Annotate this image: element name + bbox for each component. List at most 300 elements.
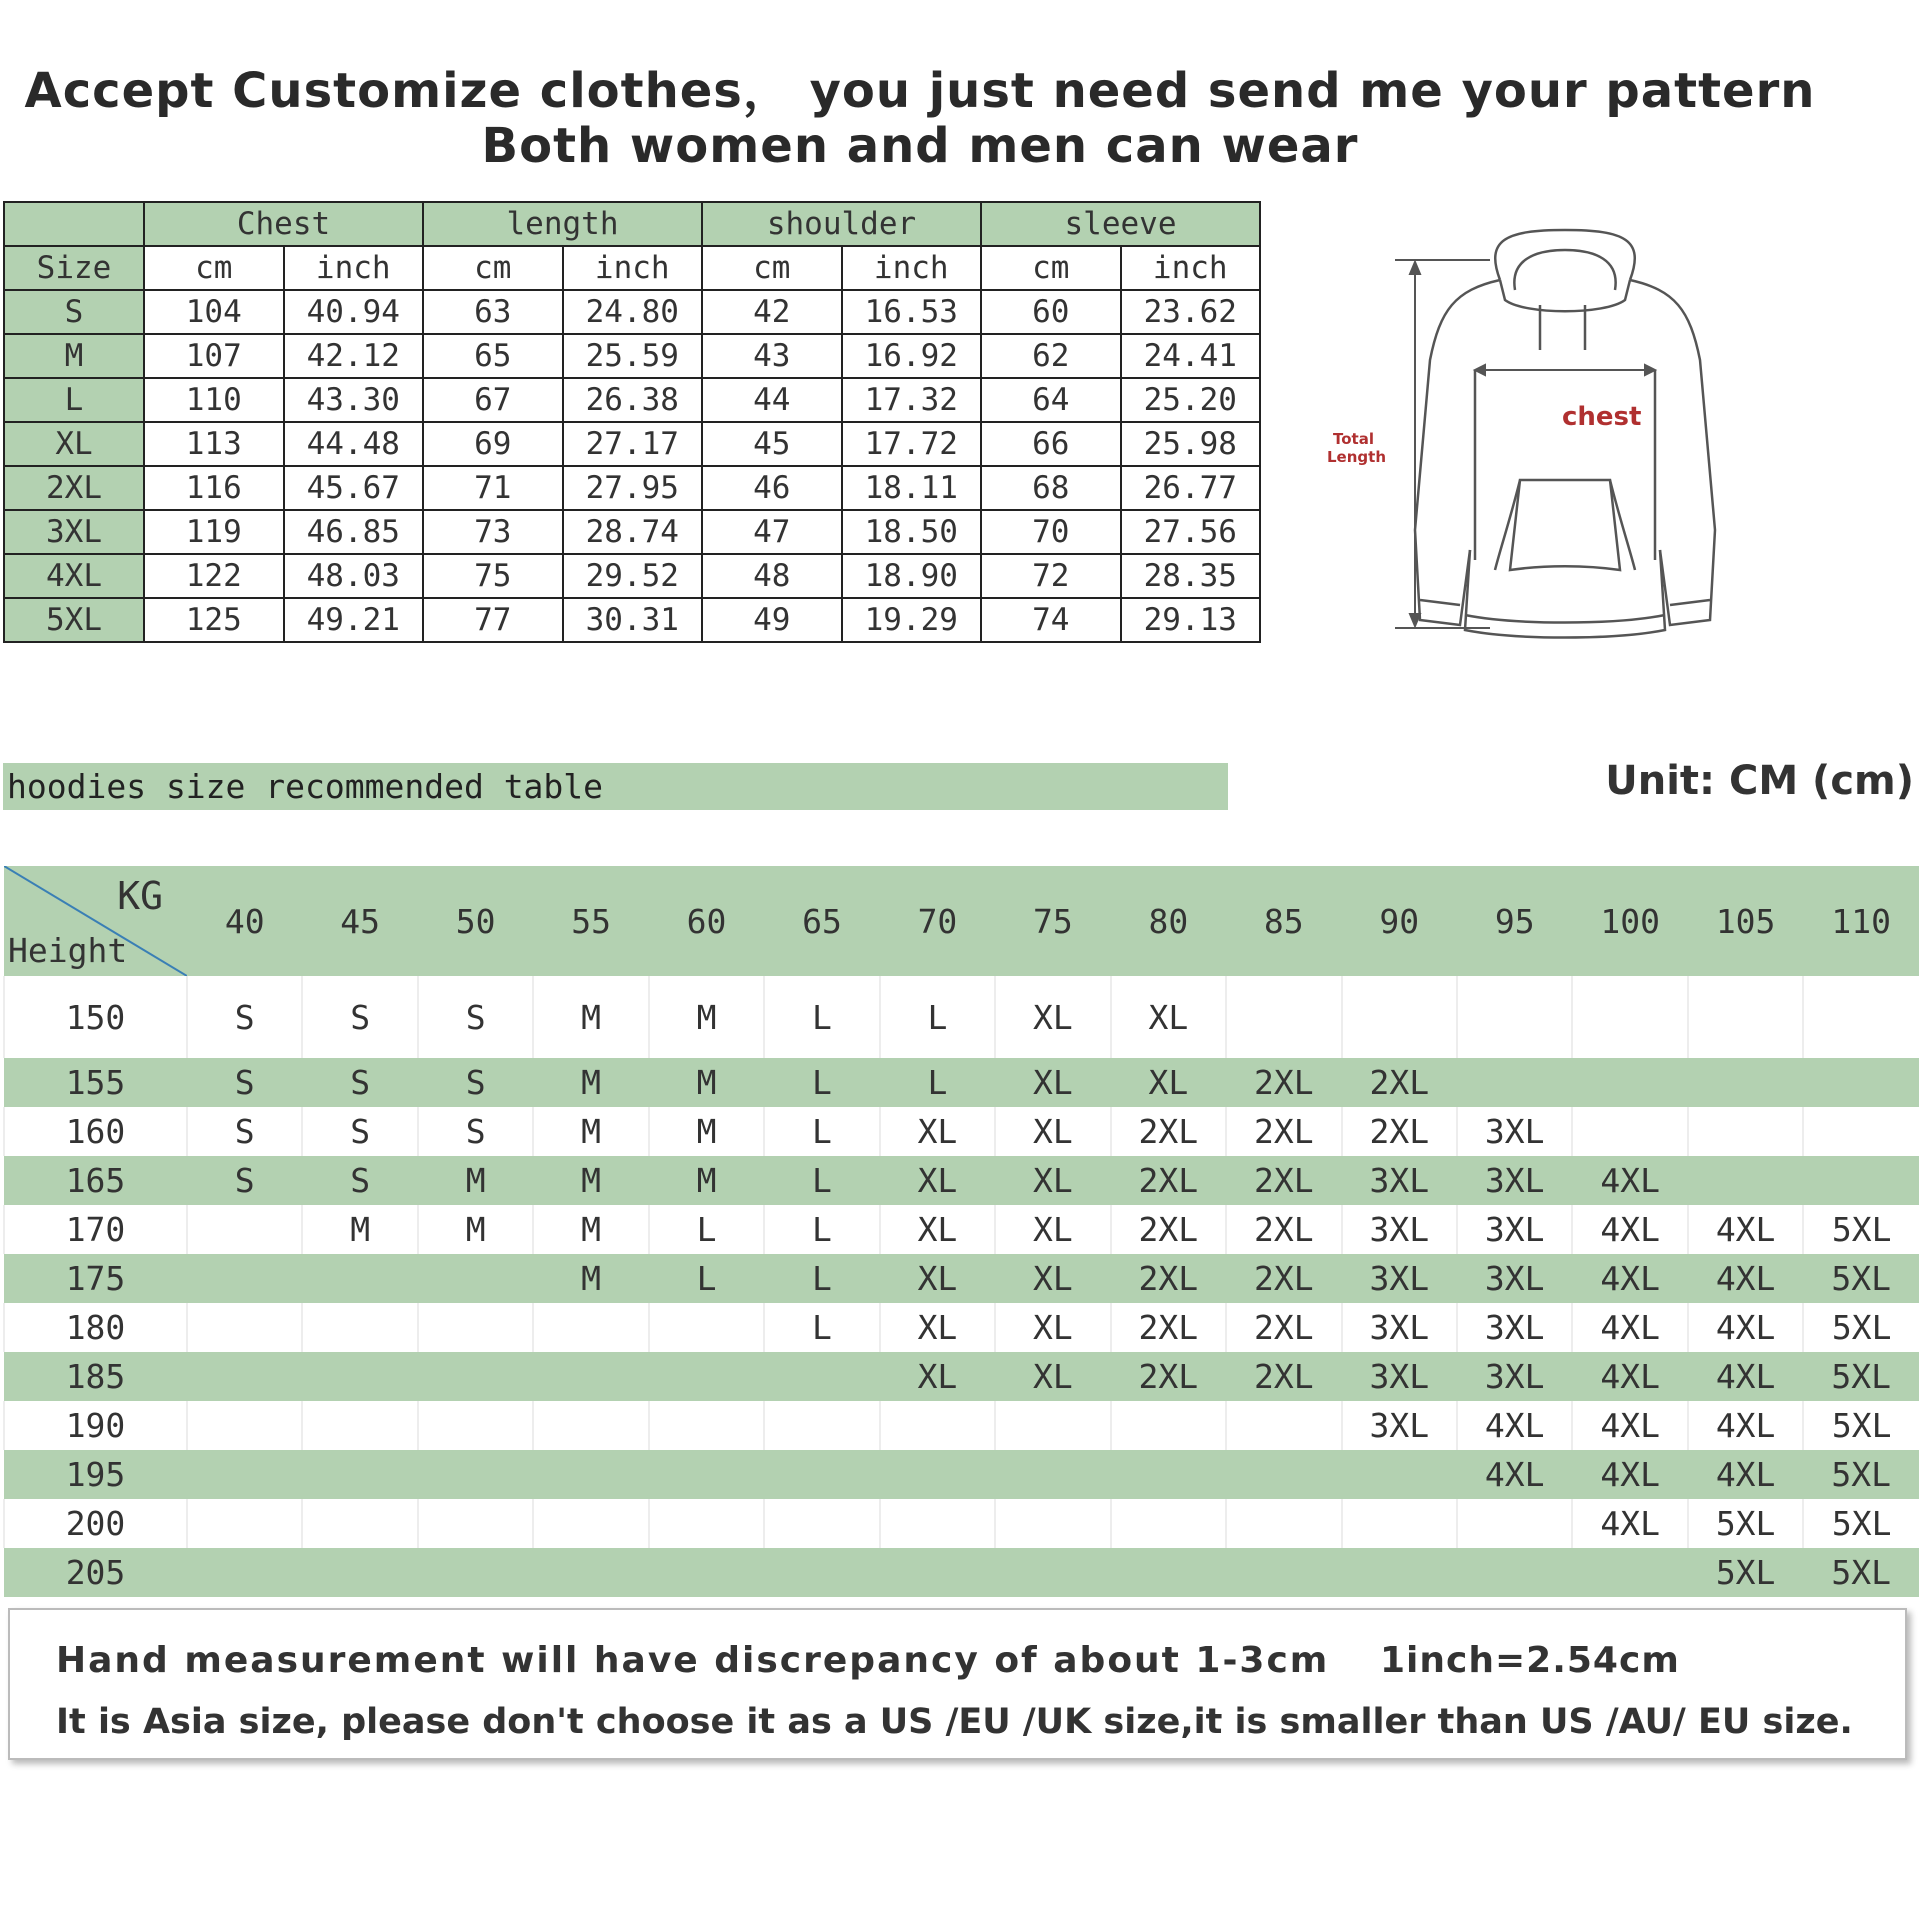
height-cell: 195 — [4, 1450, 187, 1499]
measurement-cell: 16.92 — [842, 334, 982, 378]
size-recommendation-cell — [764, 1499, 879, 1548]
kg-header-cell: 90 — [1342, 866, 1457, 976]
size-recommendation-cell — [533, 1303, 648, 1352]
size-recommendation-cell: M — [533, 1156, 648, 1205]
measurement-cell: 62 — [981, 334, 1121, 378]
size-recommendation-cell: XL — [880, 1107, 995, 1156]
size-recommendation-cell: XL — [1111, 976, 1226, 1058]
measurement-group-row — [4, 202, 1260, 246]
kg-header-cell: 55 — [533, 866, 648, 976]
size-recommendation-cell: 2XL — [1111, 1156, 1226, 1205]
size-recommendation-cell — [1111, 1401, 1226, 1450]
size-recommendation-cell: XL — [880, 1205, 995, 1254]
size-recommendation-cell: 4XL — [1572, 1499, 1687, 1548]
size-recommendation-cell: 2XL — [1111, 1254, 1226, 1303]
size-recommendation-cell: XL — [1111, 1058, 1226, 1107]
size-recommendation-cell: 5XL — [1803, 1303, 1919, 1352]
size-recommendation-cell: 5XL — [1803, 1254, 1919, 1303]
measurement-cell: 107 — [144, 334, 284, 378]
size-recommendation-cell: L — [649, 1205, 764, 1254]
size-recommendation-cell: M — [533, 976, 648, 1058]
measurement-cell: 77 — [423, 598, 563, 642]
size-recommendation-cell: M — [533, 1107, 648, 1156]
measurement-cell: 42.12 — [284, 334, 424, 378]
size-recommendation-cell: 3XL — [1342, 1401, 1457, 1450]
measurement-cell: 24.41 — [1121, 334, 1261, 378]
size-recommendation-cell: 2XL — [1226, 1156, 1341, 1205]
size-recommendation-cell: 4XL — [1572, 1156, 1687, 1205]
size-recommendation-cell — [418, 1303, 533, 1352]
size-recommendation-cell — [1803, 976, 1919, 1058]
unit-label: Unit: CM (cm) — [1605, 758, 1914, 804]
size-recommendation-cell — [187, 1352, 302, 1401]
measurement-cell: 25.20 — [1121, 378, 1261, 422]
size-recommendation-cell: 4XL — [1688, 1303, 1803, 1352]
size-recommendation-cell — [418, 1548, 533, 1597]
recommended-row — [4, 1450, 1919, 1499]
recommended-row — [4, 1254, 1919, 1303]
measurement-cell: 44 — [702, 378, 842, 422]
measurement-cell: 18.90 — [842, 554, 982, 598]
size-recommendation-cell — [1688, 1156, 1803, 1205]
recommended-header-row — [4, 866, 1919, 976]
measurement-cell: 48 — [702, 554, 842, 598]
measurement-cell: 24.80 — [563, 290, 703, 334]
size-recommendation-cell — [418, 1450, 533, 1499]
kg-header-cell: 75 — [995, 866, 1110, 976]
height-cell: 165 — [4, 1156, 187, 1205]
size-recommendation-cell — [1342, 1499, 1457, 1548]
recommended-row — [4, 1156, 1919, 1205]
size-recommendation-cell: 5XL — [1803, 1205, 1919, 1254]
size-cell: 2XL — [4, 466, 144, 510]
size-recommendation-cell: L — [764, 1205, 879, 1254]
size-recommendation-cell: 2XL — [1111, 1107, 1226, 1156]
total-length-label-1: Total — [1333, 430, 1374, 448]
size-recommendation-cell: 4XL — [1457, 1450, 1572, 1499]
recommended-row — [4, 1303, 1919, 1352]
size-recommendation-cell: 3XL — [1457, 1205, 1572, 1254]
corner-cell — [4, 866, 187, 976]
unit-cell: cm — [981, 246, 1121, 290]
size-recommendation-cell: S — [187, 1058, 302, 1107]
recommended-row — [4, 1205, 1919, 1254]
size-recommendation-cell: 5XL — [1803, 1450, 1919, 1499]
size-recommendation-cell — [1226, 976, 1341, 1058]
kg-header-cell: 100 — [1572, 866, 1687, 976]
height-cell: 160 — [4, 1107, 187, 1156]
size-recommendation-cell — [1111, 1450, 1226, 1499]
size-recommendation-cell: XL — [880, 1156, 995, 1205]
measurement-cell: 48.03 — [284, 554, 424, 598]
size-recommendation-cell — [1342, 976, 1457, 1058]
size-recommendation-cell: 3XL — [1457, 1107, 1572, 1156]
size-recommendation-cell: 4XL — [1688, 1401, 1803, 1450]
size-recommendation-cell: S — [418, 976, 533, 1058]
unit-cell: inch — [563, 246, 703, 290]
size-recommendation-cell: M — [418, 1205, 533, 1254]
measurement-cell: 63 — [423, 290, 563, 334]
size-recommendation-cell: M — [649, 1107, 764, 1156]
measurement-cell: 28.74 — [563, 510, 703, 554]
recommended-row — [4, 976, 1919, 1058]
recommended-row — [4, 1352, 1919, 1401]
measurement-cell: 19.29 — [842, 598, 982, 642]
measurement-cell: 67 — [423, 378, 563, 422]
size-recommendation-cell: 4XL — [1572, 1205, 1687, 1254]
measurement-cell: 45.67 — [284, 466, 424, 510]
size-recommendation-cell: S — [418, 1058, 533, 1107]
size-recommendation-cell — [764, 1548, 879, 1597]
measurement-row — [4, 422, 1260, 466]
measurement-row — [4, 466, 1260, 510]
measurement-cell: 23.62 — [1121, 290, 1261, 334]
measurement-row — [4, 334, 1260, 378]
size-recommendation-cell — [1572, 976, 1687, 1058]
size-recommendation-cell: 4XL — [1688, 1254, 1803, 1303]
measurement-unit-row — [4, 246, 1260, 290]
size-recommendation-cell: M — [533, 1205, 648, 1254]
size-cell: M — [4, 334, 144, 378]
size-recommendation-cell: 3XL — [1457, 1254, 1572, 1303]
size-recommendation-cell: 5XL — [1803, 1548, 1919, 1597]
unit-cell: cm — [144, 246, 284, 290]
size-recommendation-cell: S — [302, 1156, 417, 1205]
height-label: Height — [8, 931, 128, 970]
kg-label: KG — [117, 874, 163, 918]
size-recommendation-cell — [995, 1401, 1110, 1450]
size-recommendation-cell — [533, 1352, 648, 1401]
measurement-cell: 116 — [144, 466, 284, 510]
group-shoulder: shoulder — [702, 202, 981, 246]
recommended-row — [4, 1107, 1919, 1156]
size-recommendation-cell: S — [302, 976, 417, 1058]
size-recommendation-cell — [764, 1450, 879, 1499]
size-recommendation-cell: 4XL — [1688, 1450, 1803, 1499]
measurement-cell: 43 — [702, 334, 842, 378]
total-length-label-2: Length — [1327, 448, 1386, 466]
size-recommendation-cell — [1803, 1107, 1919, 1156]
size-recommendation-cell: XL — [880, 1303, 995, 1352]
size-recommendation-cell: S — [187, 1156, 302, 1205]
size-recommendation-cell — [187, 1450, 302, 1499]
measurement-cell: 25.59 — [563, 334, 703, 378]
kg-header-cell: 110 — [1803, 866, 1919, 976]
kg-header-cell: 45 — [302, 866, 417, 976]
kg-header-cell: 105 — [1688, 866, 1803, 976]
size-recommendation-cell: 2XL — [1226, 1058, 1341, 1107]
size-recommendation-cell — [1572, 1107, 1687, 1156]
size-recommendation-cell: XL — [995, 1156, 1110, 1205]
height-cell: 175 — [4, 1254, 187, 1303]
note-inch-conversion: 1inch=2.54cm — [1380, 1640, 1680, 1681]
size-recommendation-cell: XL — [995, 976, 1110, 1058]
size-recommendation-cell: 2XL — [1226, 1254, 1341, 1303]
size-recommendation-cell — [1688, 1058, 1803, 1107]
size-recommendation-cell — [1572, 1548, 1687, 1597]
recommended-row — [4, 1401, 1919, 1450]
size-recommendation-cell — [880, 1401, 995, 1450]
measurement-row — [4, 378, 1260, 422]
measurement-row — [4, 510, 1260, 554]
measurement-cell: 44.48 — [284, 422, 424, 466]
size-recommendation-cell — [302, 1303, 417, 1352]
size-cell: XL — [4, 422, 144, 466]
measurement-cell: 71 — [423, 466, 563, 510]
measurement-cell: 60 — [981, 290, 1121, 334]
measurement-cell: 27.95 — [563, 466, 703, 510]
size-recommendation-cell: 2XL — [1342, 1058, 1457, 1107]
size-recommendation-cell — [1803, 1156, 1919, 1205]
size-recommendation-cell: 3XL — [1457, 1303, 1572, 1352]
size-recommendation-cell — [1803, 1058, 1919, 1107]
note-discrepancy: Hand measurement will have discrepancy of about 1-3cm — [56, 1640, 1330, 1681]
note-asia-size: It is Asia size, please don't choose it as a US /EU /UK size,it is smaller than US /AU/ EU size. — [56, 1702, 1853, 1742]
size-recommendation-cell — [1688, 1107, 1803, 1156]
size-recommendation-cell — [1457, 1058, 1572, 1107]
measurement-cell: 27.56 — [1121, 510, 1261, 554]
size-recommendation-cell — [187, 1401, 302, 1450]
size-recommendation-cell: S — [302, 1107, 417, 1156]
size-recommendation-cell — [418, 1352, 533, 1401]
size-recommendation-cell: M — [649, 1156, 764, 1205]
measurement-cell: 26.77 — [1121, 466, 1261, 510]
size-recommendation-cell: 4XL — [1572, 1254, 1687, 1303]
recommended-table-title: hoodies size recommended table — [3, 763, 1228, 810]
measurement-cell: 17.32 — [842, 378, 982, 422]
size-recommendation-cell: XL — [880, 1352, 995, 1401]
measurement-cell: 125 — [144, 598, 284, 642]
size-recommendation-cell: XL — [995, 1058, 1110, 1107]
size-recommendation-cell: S — [418, 1107, 533, 1156]
chest-label: chest — [1562, 402, 1642, 432]
size-recommendation-cell: XL — [995, 1107, 1110, 1156]
size-recommendation-cell — [187, 1205, 302, 1254]
measurement-cell: 40.94 — [284, 290, 424, 334]
size-recommendation-cell — [649, 1401, 764, 1450]
kg-header-cell: 80 — [1111, 866, 1226, 976]
measurement-cell: 18.11 — [842, 466, 982, 510]
size-recommendation-cell: 3XL — [1342, 1303, 1457, 1352]
size-recommendation-cell: XL — [995, 1352, 1110, 1401]
measurement-cell: 29.52 — [563, 554, 703, 598]
measurement-cell: 29.13 — [1121, 598, 1261, 642]
size-recommendation-cell — [533, 1450, 648, 1499]
kg-header-cell: 95 — [1457, 866, 1572, 976]
notes-box — [8, 1608, 1907, 1760]
kg-header-cell: 50 — [418, 866, 533, 976]
size-recommendation-cell — [1457, 1499, 1572, 1548]
height-cell: 205 — [4, 1548, 187, 1597]
size-recommendation-cell: 2XL — [1226, 1303, 1341, 1352]
recommended-row — [4, 1548, 1919, 1597]
size-recommendation-cell — [764, 1401, 879, 1450]
measurement-cell: 110 — [144, 378, 284, 422]
kg-header-cell: 85 — [1226, 866, 1341, 976]
measurement-cell: 68 — [981, 466, 1121, 510]
size-recommendation-cell: 2XL — [1226, 1352, 1341, 1401]
measurement-cell: 122 — [144, 554, 284, 598]
measurement-cell: 18.50 — [842, 510, 982, 554]
measurement-cell: 28.35 — [1121, 554, 1261, 598]
size-recommendation-cell: XL — [995, 1303, 1110, 1352]
size-recommendation-cell: M — [533, 1058, 648, 1107]
kg-header-cell: 70 — [880, 866, 995, 976]
size-recommendation-cell — [418, 1499, 533, 1548]
size-recommendation-cell: 2XL — [1111, 1205, 1226, 1254]
size-recommendation-cell: 4XL — [1688, 1205, 1803, 1254]
height-cell: 150 — [4, 976, 187, 1058]
kg-header-cell: 65 — [764, 866, 879, 976]
measurement-cell: 113 — [144, 422, 284, 466]
unit-cell: inch — [284, 246, 424, 290]
unit-cell: cm — [702, 246, 842, 290]
size-recommendation-cell — [1226, 1401, 1341, 1450]
kg-header-cell: 60 — [649, 866, 764, 976]
size-recommendation-cell — [880, 1499, 995, 1548]
size-recommendation-cell: 5XL — [1803, 1352, 1919, 1401]
size-recommendation-cell: 4XL — [1457, 1401, 1572, 1450]
size-recommendation-cell: 5XL — [1803, 1401, 1919, 1450]
size-recommendation-cell: S — [187, 976, 302, 1058]
measurement-cell: 65 — [423, 334, 563, 378]
size-recommendation-cell: 4XL — [1572, 1401, 1687, 1450]
measurement-cell: 49.21 — [284, 598, 424, 642]
size-recommendation-cell — [649, 1548, 764, 1597]
size-recommendation-cell: XL — [995, 1205, 1110, 1254]
size-recommendation-cell — [1111, 1548, 1226, 1597]
size-recommendation-cell: S — [302, 1058, 417, 1107]
group-length: length — [423, 202, 702, 246]
group-chest: Chest — [144, 202, 423, 246]
size-recommendation-cell: 2XL — [1111, 1352, 1226, 1401]
size-cell: 4XL — [4, 554, 144, 598]
size-cell: 3XL — [4, 510, 144, 554]
measurement-cell: 64 — [981, 378, 1121, 422]
size-cell: L — [4, 378, 144, 422]
size-recommendation-cell — [302, 1254, 417, 1303]
recommended-row — [4, 1058, 1919, 1107]
group-sleeve: sleeve — [981, 202, 1260, 246]
size-recommendation-cell: L — [880, 1058, 995, 1107]
size-recommendation-cell — [533, 1499, 648, 1548]
size-recommendation-cell: L — [649, 1254, 764, 1303]
size-recommendation-cell — [187, 1499, 302, 1548]
size-recommendation-cell: 3XL — [1342, 1205, 1457, 1254]
size-recommendation-cell: 2XL — [1342, 1107, 1457, 1156]
measurement-cell: 72 — [981, 554, 1121, 598]
size-recommendation-cell: L — [880, 976, 995, 1058]
size-recommendation-cell — [187, 1303, 302, 1352]
size-recommendation-cell: XL — [880, 1254, 995, 1303]
measurement-cell: 66 — [981, 422, 1121, 466]
size-recommendation-cell: 4XL — [1688, 1352, 1803, 1401]
height-cell: 190 — [4, 1401, 187, 1450]
measurement-row — [4, 554, 1260, 598]
size-recommendation-cell: M — [418, 1156, 533, 1205]
measurement-cell: 47 — [702, 510, 842, 554]
measurement-cell: 17.72 — [842, 422, 982, 466]
measurement-cell: 30.31 — [563, 598, 703, 642]
header-line-2: Both women and men can wear — [481, 118, 1359, 174]
size-recommendation-cell: 2XL — [1111, 1303, 1226, 1352]
size-recommendation-cell — [880, 1450, 995, 1499]
size-recommendation-cell — [995, 1499, 1110, 1548]
size-recommendation-cell — [187, 1548, 302, 1597]
measurement-cell: 104 — [144, 290, 284, 334]
measurement-cell: 16.53 — [842, 290, 982, 334]
size-recommendation-cell — [1457, 976, 1572, 1058]
size-recommendation-cell: S — [187, 1107, 302, 1156]
measurement-cell: 119 — [144, 510, 284, 554]
measurement-cell: 69 — [423, 422, 563, 466]
size-recommendation-cell: L — [764, 1254, 879, 1303]
size-recommendation-cell: L — [764, 976, 879, 1058]
size-recommendation-cell: 5XL — [1688, 1499, 1803, 1548]
measurement-cell: 27.17 — [563, 422, 703, 466]
size-recommendation-cell — [302, 1352, 417, 1401]
size-recommendation-cell: L — [764, 1058, 879, 1107]
size-recommendation-cell: M — [649, 1058, 764, 1107]
size-recommendation-cell: 3XL — [1457, 1156, 1572, 1205]
size-recommendation-cell: 3XL — [1457, 1352, 1572, 1401]
size-recommendation-cell: M — [533, 1254, 648, 1303]
size-recommendation-cell: L — [764, 1156, 879, 1205]
height-cell: 170 — [4, 1205, 187, 1254]
measurement-cell: 45 — [702, 422, 842, 466]
size-recommendation-cell — [533, 1401, 648, 1450]
size-recommendation-cell: 4XL — [1572, 1303, 1687, 1352]
size-recommendation-cell — [1688, 976, 1803, 1058]
measurement-row — [4, 598, 1260, 642]
size-recommendation-cell: XL — [995, 1254, 1110, 1303]
hoodie-diagram — [1327, 220, 1795, 644]
size-recommendation-cell — [649, 1303, 764, 1352]
height-cell: 180 — [4, 1303, 187, 1352]
size-recommendation-cell — [1342, 1450, 1457, 1499]
size-recommendation-cell — [302, 1450, 417, 1499]
size-header: Size — [4, 246, 144, 290]
size-recommendation-cell: M — [302, 1205, 417, 1254]
measurement-cell: 25.98 — [1121, 422, 1261, 466]
size-recommendation-cell — [302, 1401, 417, 1450]
measurement-cell: 42 — [702, 290, 842, 334]
measurement-row — [4, 290, 1260, 334]
measurement-cell: 74 — [981, 598, 1121, 642]
size-recommendation-cell: 4XL — [1572, 1450, 1687, 1499]
size-recommendation-cell: 3XL — [1342, 1352, 1457, 1401]
size-recommendation-cell: M — [649, 976, 764, 1058]
size-recommendation-cell — [995, 1548, 1110, 1597]
size-recommendation-cell: 4XL — [1572, 1352, 1687, 1401]
measurement-cell: 49 — [702, 598, 842, 642]
kg-header-cell: 40 — [187, 866, 302, 976]
size-recommendation-cell — [649, 1499, 764, 1548]
size-recommendation-cell: 3XL — [1342, 1254, 1457, 1303]
measurement-cell: 46.85 — [284, 510, 424, 554]
size-recommendation-cell — [1457, 1548, 1572, 1597]
measurement-cell: 46 — [702, 466, 842, 510]
recommended-row — [4, 1499, 1919, 1548]
size-recommendation-cell — [649, 1450, 764, 1499]
size-recommendation-cell — [764, 1352, 879, 1401]
unit-cell: cm — [423, 246, 563, 290]
header-line-1: Accept Customize clothes， you just need send me your pattern — [24, 63, 1816, 119]
measurement-cell: 70 — [981, 510, 1121, 554]
size-recommendation-cell: 2XL — [1226, 1205, 1341, 1254]
size-recommendation-cell — [1226, 1499, 1341, 1548]
height-cell: 185 — [4, 1352, 187, 1401]
